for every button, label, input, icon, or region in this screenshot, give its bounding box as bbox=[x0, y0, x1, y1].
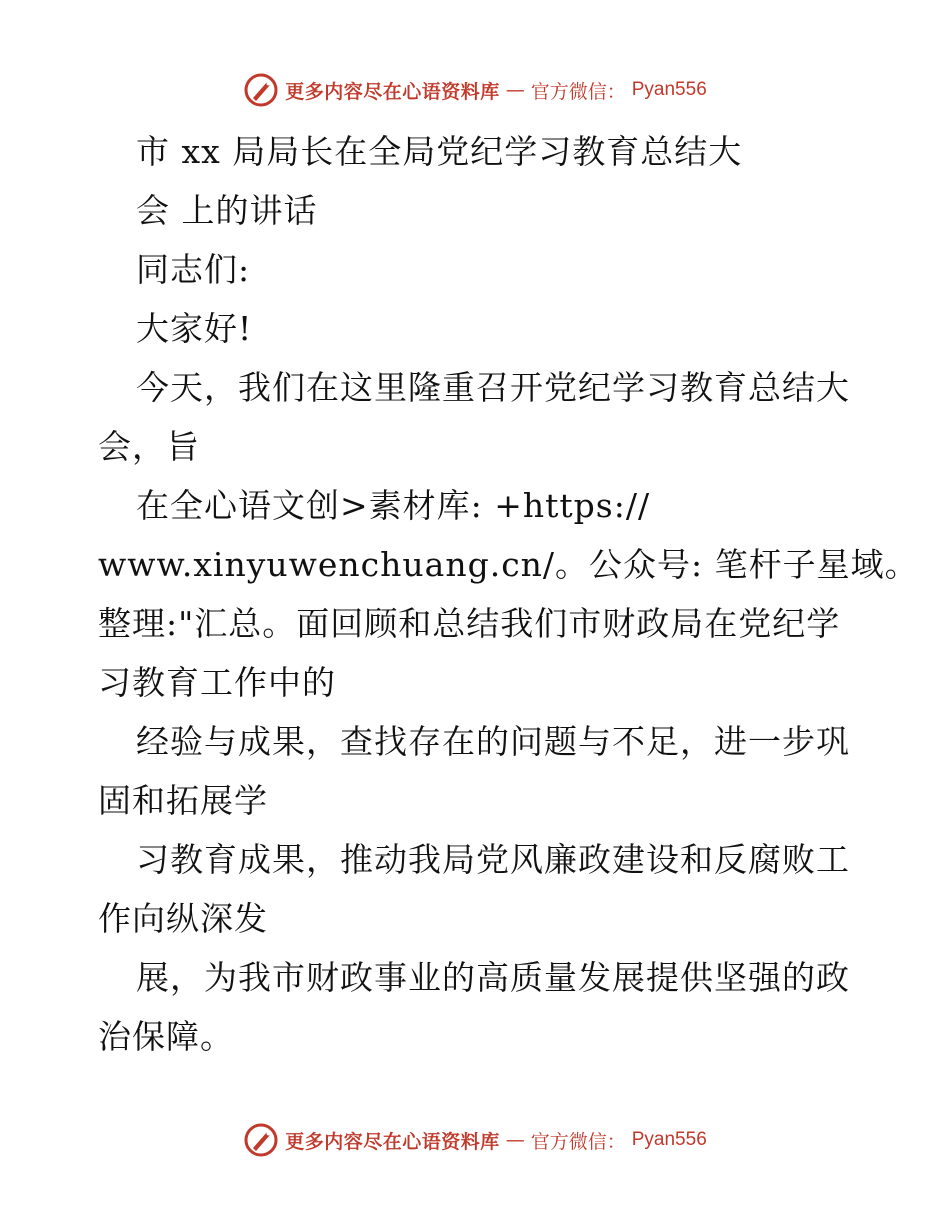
doc-line: 今天，我们在这里隆重召开党纪学习教育总结大 bbox=[136, 368, 850, 407]
doc-line: www.xinyuwenchuang.cn/。公众号: 笔杆子星域。 bbox=[98, 545, 919, 584]
doc-line: 整理:"汇总。面回顾和总结我们市财政局在党纪学 bbox=[98, 604, 841, 643]
header-banner bbox=[0, 70, 950, 110]
banner-text: 更多内容尽在心语资料库 bbox=[285, 80, 500, 103]
doc-line: 治保障。 bbox=[98, 1017, 234, 1056]
doc-line: 经验与成果，查找存在的问题与不足，进一步巩 bbox=[136, 722, 850, 761]
banner-wechat-id: Pyan556 bbox=[631, 79, 707, 100]
banner-separator: — bbox=[505, 1129, 525, 1151]
doc-line: 会，旨 bbox=[98, 427, 200, 466]
pen-logo-icon bbox=[243, 72, 279, 108]
doc-line: 固和拓展学 bbox=[98, 781, 268, 820]
banner-wechat-label: 官方微信： bbox=[530, 80, 626, 103]
banner-wechat-label: 官方微信： bbox=[530, 1130, 626, 1153]
footer-banner bbox=[0, 1120, 950, 1160]
doc-line: 习教育成果，推动我局党风廉政建设和反腐败工 bbox=[136, 840, 850, 879]
doc-line: 会 上的讲话 bbox=[136, 191, 318, 230]
banner-separator: — bbox=[505, 79, 525, 101]
doc-line: 习教育工作中的 bbox=[98, 663, 336, 702]
doc-line: 作向纵深发 bbox=[98, 899, 268, 938]
doc-line: 市 xx 局局长在全局党纪学习教育总结大 bbox=[136, 132, 743, 171]
pen-logo-icon bbox=[243, 1122, 279, 1158]
doc-line: 展，为我市财政事业的高质量发展提供坚强的政 bbox=[136, 958, 850, 997]
banner-text: 更多内容尽在心语资料库 bbox=[285, 1130, 500, 1153]
document-body bbox=[98, 122, 919, 1066]
doc-line: 在全心语文创>素材库: +https:// bbox=[136, 486, 651, 525]
doc-line: 同志们: bbox=[136, 250, 251, 289]
doc-line: 大家好! bbox=[136, 309, 253, 348]
banner-wechat-id: Pyan556 bbox=[631, 1129, 707, 1150]
